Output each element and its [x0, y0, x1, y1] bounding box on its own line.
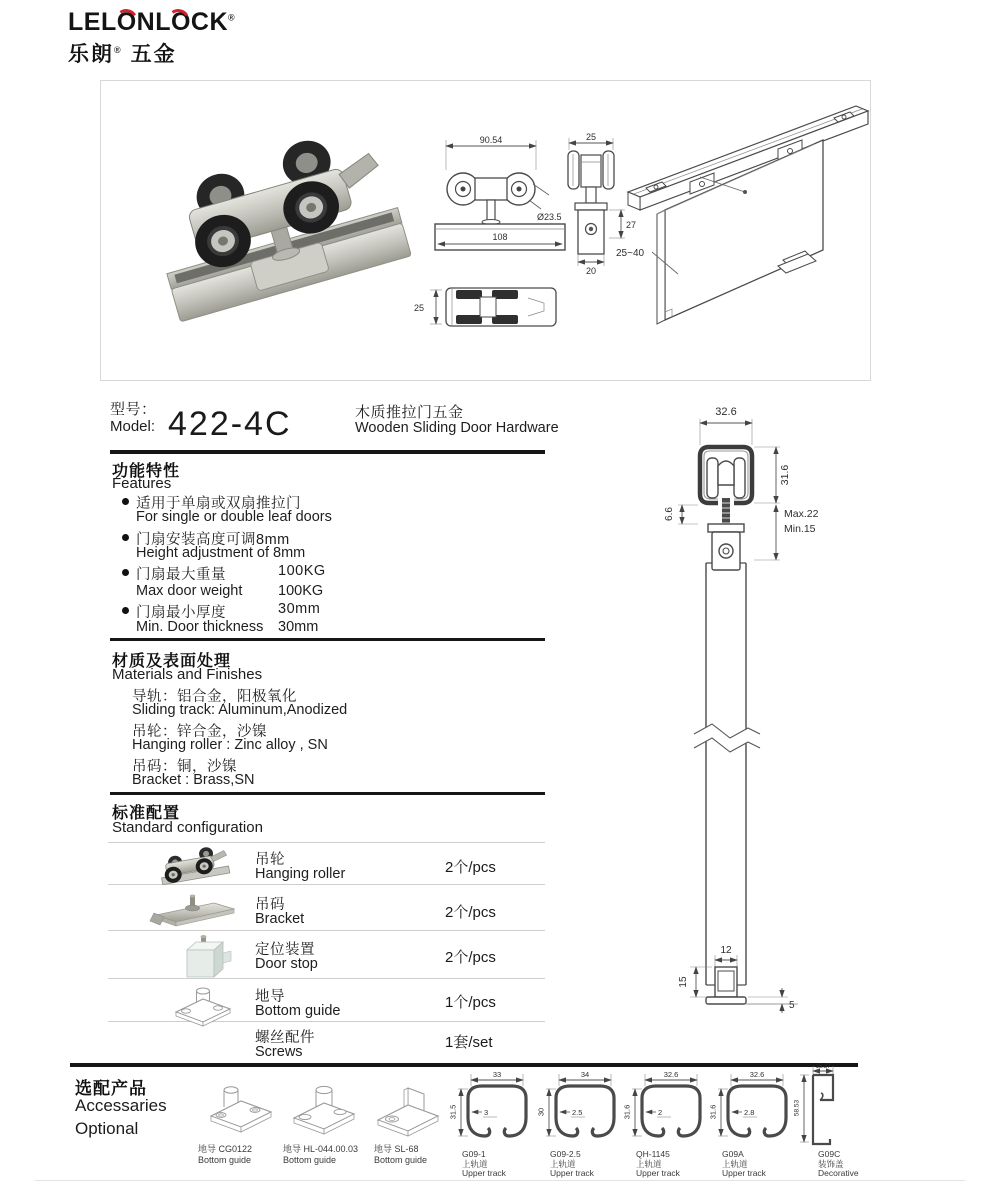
feature-item-zh: 门扇安装高度可调8mm [136, 532, 290, 548]
features-title-en: Features [112, 475, 172, 492]
hanging-roller-icon [152, 845, 236, 887]
accessory-label [374, 1144, 427, 1166]
config-row-label-zh: 螺丝配件 [255, 1030, 315, 1046]
feature-item-en-value: 100KG [278, 583, 324, 599]
config-row-label-zh: 吊轮 [255, 852, 285, 868]
profile-label-zh: 上轨道 [550, 1158, 576, 1169]
model-label-zh: 型号： [110, 401, 157, 418]
config-row-qty: 2个/pcs [445, 949, 496, 966]
dim-gap: 6.6 [664, 507, 675, 521]
model-label-en: Model: [110, 418, 156, 435]
dim-track-height: 31.6 [779, 464, 791, 486]
feature-item-zh-value: 30mm [278, 601, 321, 617]
profile-name: G09-1 [462, 1149, 486, 1159]
material-item-en: Bracket : Brass,SN [132, 772, 255, 788]
accessory-label-zh: 地导 SL-68 [374, 1144, 419, 1154]
dim-track-width: 32.6 [715, 406, 737, 418]
material-item-zh: 吊码：铜，沙镍 [132, 759, 237, 775]
section-divider [110, 792, 545, 795]
profile-name: QH-1145 [636, 1149, 670, 1159]
feature-item-zh: 适用于单扇或双扇推拉门 [136, 496, 301, 512]
page-bottom-rule [35, 1180, 965, 1181]
optional-title-zh: 选配产品 [75, 1079, 147, 1098]
product-name-zh: 木质推拉门五金 [355, 404, 464, 421]
config-row-qty: 1个/pcs [445, 994, 496, 1011]
accessory-guide-drawing [205, 1080, 275, 1142]
bullet-icon [122, 534, 129, 541]
dim-profile-width: 34 [580, 1070, 590, 1079]
profile-name: G09-2.5 [550, 1149, 581, 1159]
config-row-label-en: Door stop [255, 956, 318, 972]
dim-profile-height: 31.6 [622, 1104, 632, 1120]
accessory-label [198, 1144, 252, 1166]
profile-label-zh: 装饰盖 [818, 1158, 844, 1169]
config-row-qty: 2个/pcs [445, 859, 496, 876]
dim-front-width: 90.54 [479, 135, 503, 145]
features-title-zh: 功能特性 [112, 463, 181, 480]
dim-profile-thickness: 2 [658, 1108, 663, 1117]
dim-min-adjust: Min.15 [784, 523, 816, 535]
dim-profile-height: 30 [536, 1107, 546, 1117]
dim-profile-width: 32.6 [749, 1070, 765, 1079]
profile-label-zh: 上轨道 [636, 1158, 662, 1169]
profile-label [722, 1150, 766, 1179]
profile-label-zh: 上轨道 [462, 1158, 488, 1169]
track-profile-drawing [708, 1070, 799, 1150]
accessory-guide-drawing [288, 1080, 358, 1142]
profile-label-en: Upper track [722, 1168, 766, 1178]
registered-mark-icon: ® [114, 45, 123, 55]
dim-door-thickness: 25~40 [616, 248, 645, 259]
dim-profile-width: 32.6 [663, 1070, 679, 1079]
accessory-guide-drawing [372, 1080, 442, 1142]
materials-title-zh: 材质及表面处理 [112, 653, 232, 670]
brand-name-text: LELONLOCK [68, 8, 229, 36]
accessory-label-en: Bottom guide [283, 1155, 337, 1165]
accessory-label-en: Bottom guide [374, 1155, 428, 1165]
dim-plate-thickness: 5 [789, 1000, 795, 1011]
profile-name: G09C [818, 1149, 841, 1159]
accessory-label-zh: 地导 CG0122 [198, 1144, 253, 1154]
track-profile-drawing [448, 1070, 539, 1150]
config-row-label-zh: 定位装置 [255, 942, 315, 958]
feature-item-en: For single or double leaf doors [136, 509, 332, 525]
dim-top-width: 25 [414, 303, 425, 313]
track-section-drawing [648, 393, 968, 1025]
brand-cn-1: 乐朗 [68, 43, 114, 66]
accessory-label-zh: 地导 HL-044.00.03 [283, 1144, 359, 1154]
dim-profile-height: 58.53 [793, 1099, 801, 1117]
profile-label [818, 1150, 859, 1179]
config-row-label-en: Screws [255, 1044, 303, 1060]
dim-profile-thickness: 2.5 [572, 1108, 583, 1117]
dim-profile-thickness: 3 [484, 1108, 489, 1117]
dim-profile-width: 15.27 [815, 1064, 831, 1070]
dim-track-length: 108 [492, 232, 508, 242]
feature-item-zh-value: 100KG [278, 563, 326, 579]
profile-name: G09A [722, 1149, 744, 1159]
dim-wheel-diameter: Ø23.5 [537, 212, 562, 222]
material-item-zh: 导轨：铝合金，阳极氧化 [132, 689, 297, 705]
config-row-label-en: Bracket [255, 911, 305, 927]
product-photo [135, 103, 425, 341]
optional-title-en2: Optional [75, 1119, 139, 1138]
dim-guide-width: 12 [720, 945, 732, 956]
profile-label-en: Decorative [818, 1168, 859, 1178]
section-divider [110, 450, 545, 454]
dim-plate-width: 20 [585, 266, 597, 276]
isometric-assembly-drawing [612, 86, 870, 366]
material-item-en: Hanging roller : Zinc alloy , SN [132, 737, 328, 753]
accessory-label-en: Bottom guide [198, 1155, 252, 1165]
accessory-label [283, 1144, 358, 1166]
dim-profile-height: 31.5 [448, 1104, 458, 1120]
registered-mark-icon: ® [228, 12, 236, 23]
dim-max-adjust: Max.22 [784, 508, 819, 520]
brand-cn-wordmark [68, 38, 288, 68]
feature-item-en-value: 30mm [278, 619, 319, 635]
dim-profile-height: 31.6 [708, 1104, 718, 1120]
config-row-label-en: Hanging roller [255, 866, 346, 882]
brand-cn-2: 五金 [130, 43, 177, 66]
material-item-en: Sliding track: Aluminum,Anodized [132, 702, 348, 718]
door-stop-icon [175, 933, 233, 981]
decorative-profile-drawing [793, 1062, 845, 1150]
track-profile-drawing [536, 1070, 627, 1150]
section-divider [110, 638, 545, 641]
config-row-label-zh: 吊码 [255, 897, 285, 913]
config-row-qty: 1套/set [445, 1034, 493, 1051]
material-item-zh: 吊轮：锌合金，沙镍 [132, 724, 267, 740]
top-view-drawing [410, 276, 565, 338]
product-name-en: Wooden Sliding Door Hardware [355, 420, 559, 436]
brand-logo [68, 8, 288, 66]
bracket-icon [148, 891, 240, 929]
dim-guide-height: 15 [678, 976, 689, 988]
row-divider [108, 842, 545, 843]
bullet-icon [122, 607, 129, 614]
section-divider [70, 1063, 858, 1067]
dim-plate-height: 27 [626, 220, 637, 230]
bottom-guide-icon [170, 982, 234, 1028]
profile-label-en: Upper track [550, 1168, 594, 1178]
profile-label [636, 1150, 680, 1179]
dim-side-width: 25 [585, 132, 597, 142]
config-title-en: Standard configuration [112, 819, 263, 836]
feature-item-en: Max door weight [136, 583, 243, 599]
profile-label-en: Upper track [462, 1168, 506, 1178]
feature-item-zh: 门扇最大重量 [136, 567, 226, 583]
config-title-zh: 标准配置 [112, 805, 181, 822]
row-divider [108, 978, 545, 979]
profile-label [462, 1150, 506, 1179]
materials-title-en: Materials and Finishes [112, 666, 263, 683]
profile-label-zh: 上轨道 [722, 1158, 748, 1169]
feature-item-zh: 门扇最小厚度 [136, 605, 226, 621]
profile-label [550, 1150, 594, 1179]
optional-title-en1: Accessaries [75, 1096, 167, 1115]
bullet-icon [122, 569, 129, 576]
config-row-label-zh: 地导 [255, 989, 285, 1005]
dim-profile-thickness: 2.8 [744, 1108, 755, 1117]
bullet-icon [122, 498, 129, 505]
feature-item-en: Min. Door thickness [136, 619, 264, 635]
config-row-qty: 2个/pcs [445, 904, 496, 921]
feature-item-en: Height adjustment of 8mm [136, 545, 306, 561]
profile-label-en: Upper track [636, 1168, 680, 1178]
row-divider [108, 930, 545, 931]
config-row-label-en: Bottom guide [255, 1003, 341, 1019]
model-number: 422-4C [168, 405, 292, 443]
dim-profile-width: 33 [492, 1070, 502, 1079]
track-profile-drawing [622, 1070, 713, 1150]
